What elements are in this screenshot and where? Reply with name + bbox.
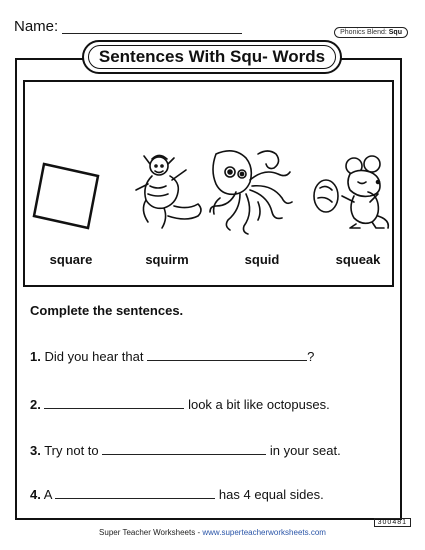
answer-blank[interactable] — [147, 349, 307, 361]
footer-site-name: Super Teacher Worksheets - — [99, 528, 203, 537]
word-square: square — [49, 252, 93, 267]
squid-icon — [206, 146, 296, 238]
answer-blank[interactable] — [55, 487, 215, 499]
sentence-text-before: Try not to — [40, 443, 103, 458]
sentence-1 — [30, 349, 314, 364]
sentence-4 — [30, 487, 324, 502]
sentence-3 — [30, 443, 341, 458]
sentence-number: 3. — [30, 443, 41, 458]
sentence-2 — [30, 397, 330, 412]
answer-blank[interactable] — [44, 397, 184, 409]
sentence-text-after: in your seat. — [266, 443, 341, 458]
instructions: Complete the sentences. — [30, 303, 184, 318]
sentence-number: 1. — [30, 349, 41, 364]
sentence-text-after: look a bit like octopuses. — [184, 397, 330, 412]
answer-blank[interactable] — [102, 443, 266, 455]
footer-url[interactable]: www.superteacherworksheets.com — [202, 528, 326, 537]
blend-prefix: Phonics Blend: — [340, 29, 387, 36]
sentence-text-before: Did you hear that — [40, 349, 148, 364]
worksheet-code: 300481 — [374, 518, 411, 527]
sentence-number: 2. — [30, 397, 41, 412]
phonics-blend-badge — [334, 27, 408, 38]
worksheet-title: Sentences With Squ- Words — [82, 40, 342, 74]
sentence-text-after: ? — [307, 349, 315, 364]
word-squid: squid — [244, 252, 280, 267]
squirm-icon — [126, 150, 204, 238]
footer — [0, 528, 425, 537]
name-label: Name: — [14, 18, 59, 35]
square-icon — [32, 160, 102, 232]
sentence-text-after: has 4 equal sides. — [215, 487, 324, 502]
blend-value: Squ — [388, 29, 402, 36]
word-squeak: squeak — [335, 252, 381, 267]
sentence-text-before: A — [40, 487, 56, 502]
name-line — [62, 33, 242, 34]
sentence-number: 4. — [30, 487, 41, 502]
word-squirm: squirm — [145, 252, 189, 267]
squeak-mouse-icon — [310, 150, 392, 232]
